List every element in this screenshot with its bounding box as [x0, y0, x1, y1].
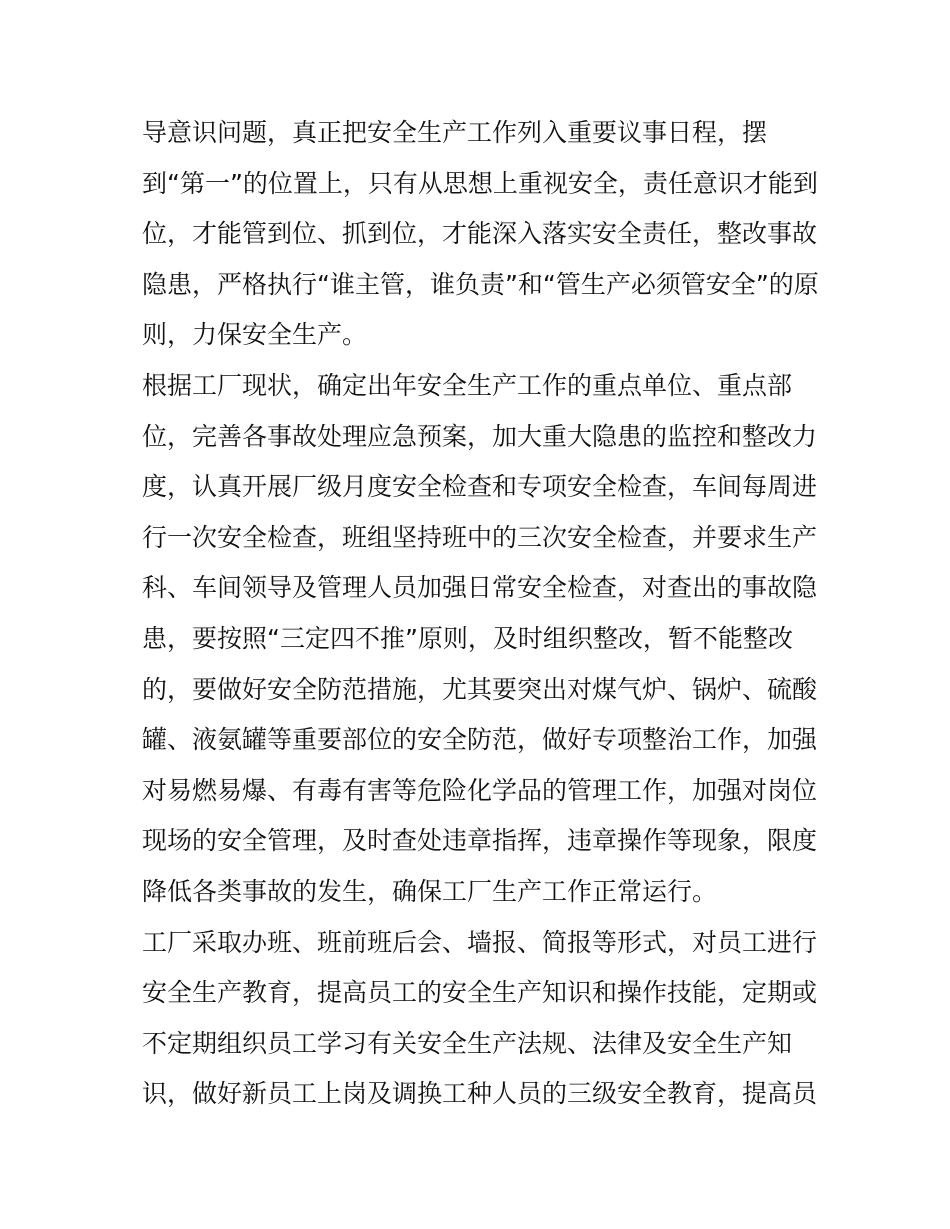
- text-line: 罐、液氨罐等重要部位的安全防范，做好专项整治工作，加强: [142, 725, 818, 755]
- text-line: 隐患，严格执行“谁主管，谁负责”和“管生产必须管安全”的原: [142, 269, 819, 299]
- text-line: 位，才能管到位、抓到位，才能深入落实安全责任，整改事故: [142, 219, 818, 249]
- text-line: 对易燃易爆、有毒有害等危险化学品的管理工作，加强对岗位: [142, 775, 818, 805]
- text-line: 行一次安全检查，班组坚持班中的三次安全检查，并要求生产: [142, 522, 818, 552]
- text-line: 度，认真开展厂级月度安全检查和专项安全检查，车间每周进: [142, 472, 818, 502]
- text-line: 识，做好新员工上岗及调换工种人员的三级安全教育，提高员: [142, 1079, 818, 1109]
- text-line: 根据工厂现状，确定出年安全生产工作的重点单位、重点部: [142, 370, 793, 400]
- text-line: 则，力保安全生产。: [142, 320, 368, 350]
- text-line: 不定期组织员工学习有关安全生产法规、法律及安全生产知: [142, 1028, 793, 1058]
- text-line: 现场的安全管理，及时查处违章指挥，违章操作等现象，限度: [142, 826, 818, 856]
- text-line: 降低各类事故的发生，确保工厂生产工作正常运行。: [142, 876, 718, 906]
- text-line: 安全生产教育，提高员工的安全生产知识和操作技能，定期或: [142, 978, 818, 1008]
- body-text: [142, 108, 822, 1120]
- text-line: 到“第一”的位置上，只有从思想上重视安全，责任意识才能到: [142, 168, 818, 198]
- text-line: 的，要做好安全防范措施，尤其要突出对煤气炉、锅炉、硫酸: [142, 674, 818, 704]
- text-line: 患，要按照“三定四不推”原则，及时组织整改，暂不能整改: [142, 623, 793, 653]
- text-line: 位，完善各事故处理应急预案，加大重大隐患的监控和整改力: [142, 421, 818, 451]
- text-line: 科、车间领导及管理人员加强日常安全检查，对查出的事故隐: [142, 573, 818, 603]
- text-line: 工厂采取办班、班前班后会、墙报、简报等形式，对员工进行: [142, 927, 818, 957]
- text-line: 导意识问题，真正把安全生产工作列入重要议事日程，摆: [142, 118, 768, 147]
